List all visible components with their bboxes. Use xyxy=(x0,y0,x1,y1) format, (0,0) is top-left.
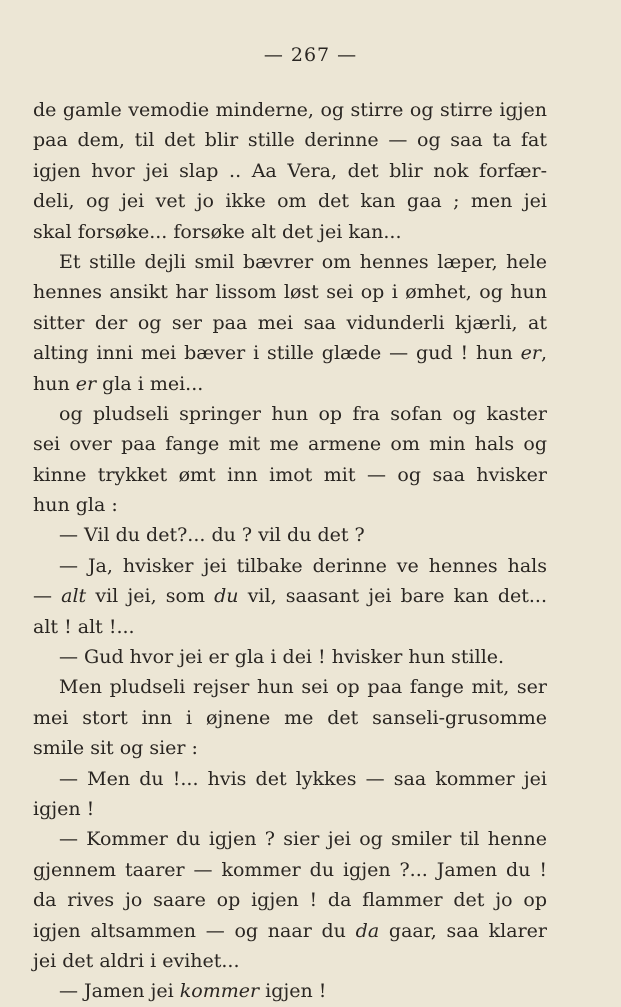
italic-word: kommer xyxy=(179,980,260,1003)
italic-word: da xyxy=(355,919,380,942)
text-line: hun gla : xyxy=(33,494,118,517)
text-line: jei det aldri i evihet... xyxy=(33,949,240,972)
text-line: da rives jo saare op igjen ! da flammer det jo op xyxy=(33,889,547,912)
text-line xyxy=(33,369,547,399)
text-line: alt ! alt !... xyxy=(33,615,135,638)
text-segment: igjen altsammen — og naar du xyxy=(33,919,356,942)
text-line: gjennem taarer — kommer du igjen ?... Jamen du ! xyxy=(33,858,547,881)
text-line xyxy=(33,338,547,368)
text-line: — Gud hvor jei er gla i dei ! hvisker hun stille. xyxy=(59,646,505,669)
text-segment: — Jamen jei xyxy=(59,980,180,1003)
text-line xyxy=(33,976,547,1006)
text-line: — Kommer du igjen ? sier jei og smiler til henne xyxy=(59,828,547,851)
text-line: sitter der og ser paa mei saa vidunderli kjærli, at xyxy=(33,311,547,334)
text-line xyxy=(33,581,547,611)
text-line: — Vil du det?... du ? vil du det ? xyxy=(59,524,365,547)
text-segment: hun xyxy=(33,372,76,395)
text-line: de gamle vemodie minderne, og stirre og stirre igjen xyxy=(33,99,547,121)
text-line: igjen hvor jei slap .. Aa Vera, det blir nok forfær- xyxy=(33,159,547,182)
text-segment: gaar, saa klarer xyxy=(379,919,547,942)
text-segment: gla i mei... xyxy=(96,372,204,395)
text-line: — Ja, hvisker jei tilbake derinne ve hennes hals xyxy=(59,554,547,577)
page-number: — 267 — xyxy=(263,44,358,66)
page-text xyxy=(33,95,547,1007)
text-line xyxy=(33,916,547,946)
text-line: og pludseli springer hun op fra sofan og kaster xyxy=(59,402,547,425)
text-segment: vil, saasant jei bare kan det... xyxy=(238,585,547,608)
text-segment: igjen ! xyxy=(259,980,327,1003)
text-segment: vil jei, som xyxy=(86,585,215,608)
text-line: paa dem, til det blir stille derinne — og saa ta fat xyxy=(33,129,547,152)
text-line: mei stort inn i øjnene me det sanseli-grusomme xyxy=(33,706,547,729)
text-line: Et stille dejli smil bævrer om hennes læper, hele xyxy=(59,250,547,273)
text-line: sei over paa fange mit me armene om min hals og xyxy=(33,433,547,456)
italic-word: er xyxy=(520,342,541,365)
text-line: Men pludseli rejser hun sei op paa fange mit, ser xyxy=(59,676,547,699)
text-line: — Men du !... hvis det lykkes — saa kommer jei xyxy=(59,767,547,790)
text-line: igjen ! xyxy=(33,797,95,820)
italic-word: alt xyxy=(61,585,87,608)
text-segment: alting inni mei bæver i stille glæde — gud ! hun xyxy=(33,342,521,365)
text-line: hennes ansikt har lissom løst sei op i ømhet, og hun xyxy=(33,281,547,304)
text-line: skal forsøke... forsøke alt det jei kan... xyxy=(33,220,402,243)
italic-word: er xyxy=(75,372,97,395)
text-segment: , xyxy=(540,342,547,365)
text-segment: — xyxy=(33,585,62,608)
italic-word: du xyxy=(214,585,239,608)
text-line: kinne trykket ømt inn imot mit — og saa hvisker xyxy=(33,463,547,486)
text-line: deli, og jei vet jo ikke om det kan gaa ; men jei xyxy=(33,190,547,213)
text-line: smile sit og sier : xyxy=(33,737,198,760)
